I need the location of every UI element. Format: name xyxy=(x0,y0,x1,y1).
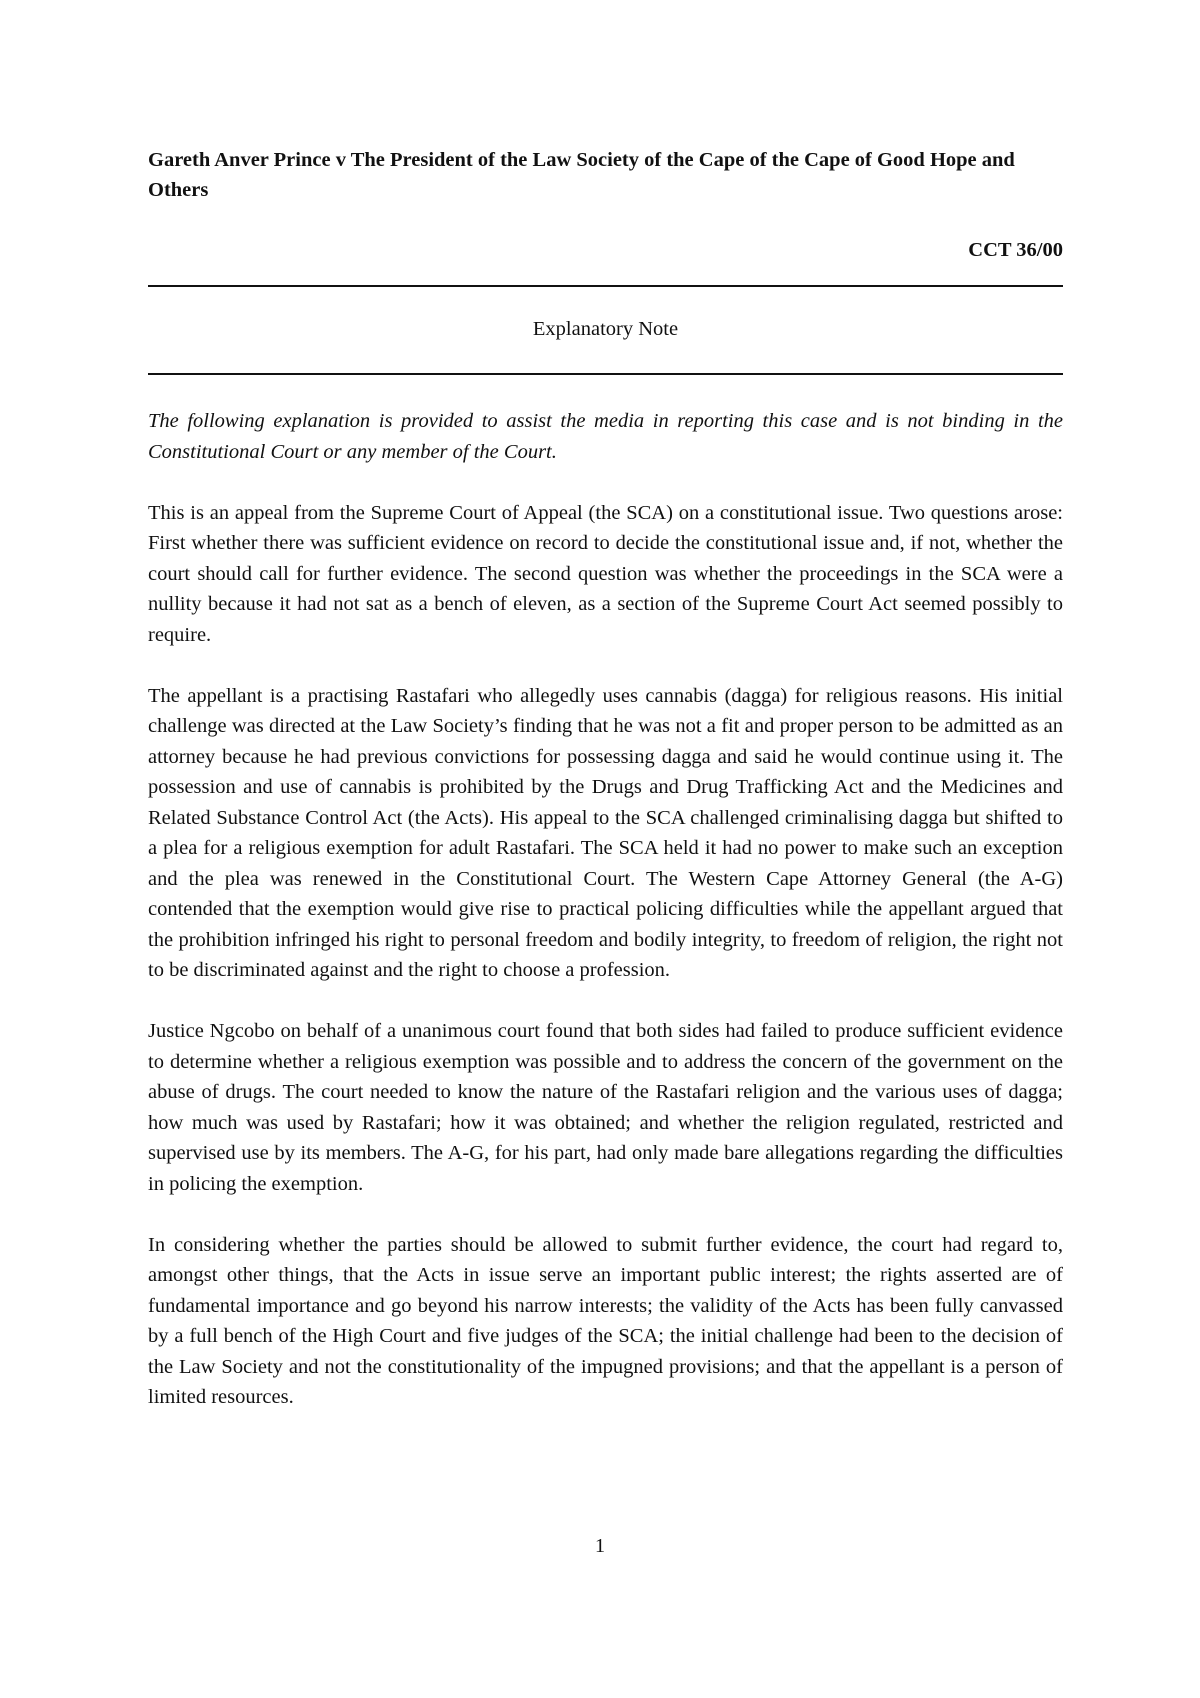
document-body xyxy=(148,145,1063,1413)
top-divider xyxy=(148,285,1063,287)
page-number: 1 xyxy=(594,1535,606,1557)
paragraph-court-finding: Justice Ngcobo on behalf of a unanimous court found that both sides had failed to produce sufficient evidence to determine whether a religious exemption was possible and to address the concern of the government on the abuse of drugs. The court needed to know the nature of the Rastafari religion and the various uses of dagga; how much was used by Rastafari; how it was obtained; and whether the religion regulated, restricted and supervised use by its members. The A-G, for his part, had only made bare allegations regarding the difficulties in policing the exemption. xyxy=(148,1020,1063,1195)
case-number: CCT 36/00 xyxy=(968,239,1063,261)
paragraph-appeal: This is an appeal from the Supreme Court of Appeal (the SCA) on a constitutional issue. Two questions arose: First whether there was sufficient evidence on record to decide the constitutional issue and, if not, whether the court should call for further evidence. The second question was whether the proceedings in the SCA were a nullity because it had not sat as a bench of eleven, as a section of the Supreme Court Act seemed possibly to require. xyxy=(148,501,1063,646)
paragraph-appellant: The appellant is a practising Rastafari who allegedly uses cannabis (dagga) for religious reasons. His initial challenge was directed at the Law Society’s finding that he was not a fit and proper person to be admitted as an attorney because he had previous convictions for possessing dagga and said he would continue using it. The possession and use of cannabis is prohibited by the Drugs and Drug Trafficking Act and the Medicines and Related Substance Control Act (the Acts). His appeal to the SCA challenged criminalising dagga but shifted to a plea for a religious exemption for adult Rastafari. The SCA held it had no power to make such an exception and the plea was renewed in the Constitutional Court. The Western Cape Attorney General (the A-G) contended that the exemption would give rise to practical policing difficulties while the appellant argued that the prohibition infringed his right to personal freedom and bodily integrity, to freedom of religion, the right not to be discriminated against and the right to choose a profession. xyxy=(148,684,1063,981)
paragraph-further-evidence: In considering whether the parties should be allowed to submit further evidence, the court had regard to, amongst other things, that the Acts in issue serve an important public interest; the rights asserted are of fundamental importance and go beyond his narrow interests; the validity of the Acts has been fully canvassed by a full bench of the High Court and five judges of the SCA; the initial challenge had been to the decision of the Law Society and not the constitutionality of the impugned provisions; and that the appellant is a person of limited resources. xyxy=(148,1233,1063,1408)
explanatory-note-heading: Explanatory Note xyxy=(532,318,679,340)
bottom-divider xyxy=(148,373,1063,375)
disclaimer-text: The following explanation is provided to assist the media in reporting this case and is not binding in the Constitutional Court or any member of the Court. xyxy=(148,410,1063,463)
case-title: Gareth Anver Prince v The President of the Law Society of the Cape of the Cape of Good Hope and Others xyxy=(148,149,1015,201)
